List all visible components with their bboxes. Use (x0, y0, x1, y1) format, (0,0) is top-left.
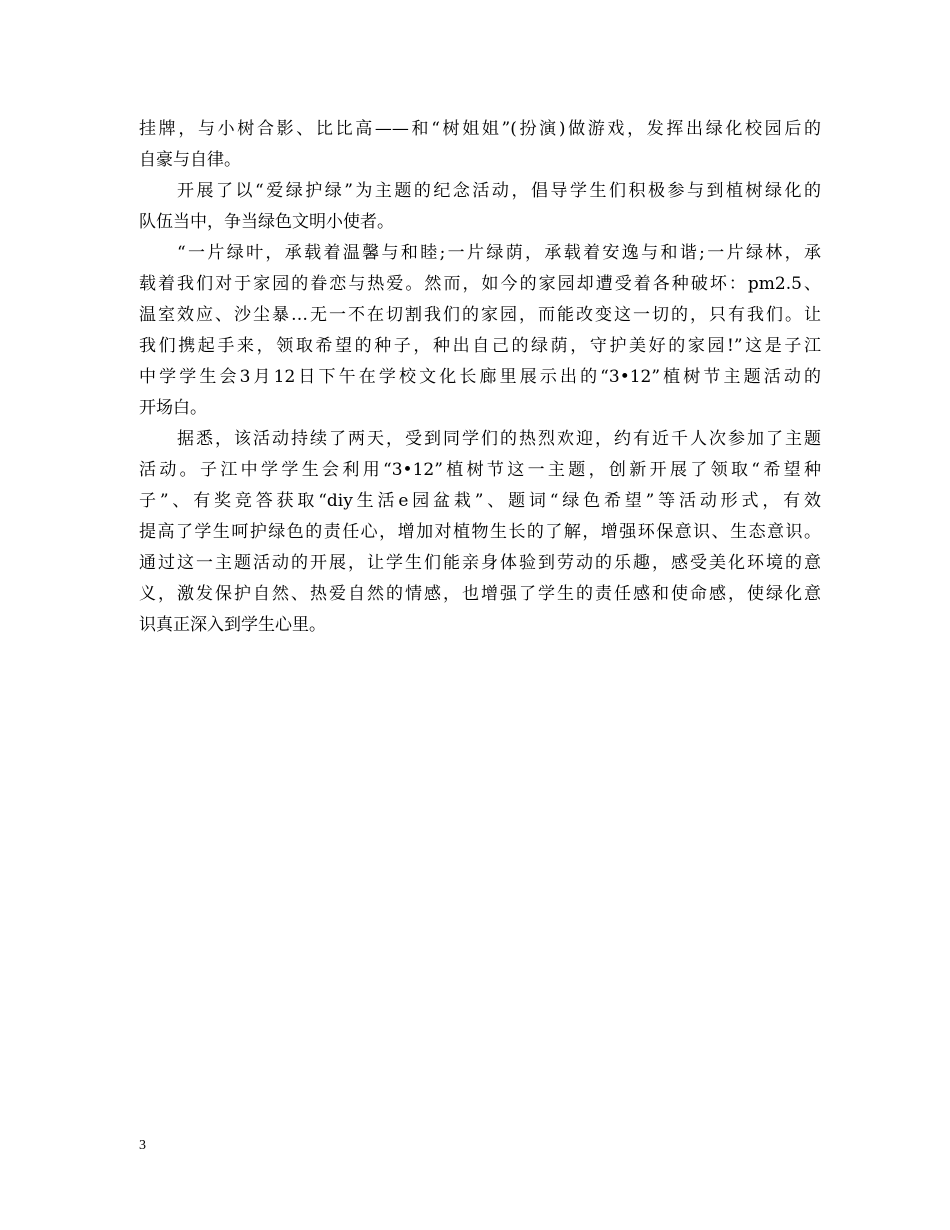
text-line: 挂牌，与小树合影、比比高——和“树姐姐”(扮演)做游戏，发挥出绿化校园后的 (139, 119, 821, 139)
text-line: 据悉，该活动持续了两天，受到同学们的热烈欢迎，约有近千人次参加了主题 (177, 429, 821, 449)
text-line: “一片绿叶，承载着温馨与和睦;一片绿荫，承载着安逸与和谐;一片绿林，承 (177, 243, 821, 263)
text-line: 载着我们对于家园的眷恋与热爱。然而，如今的家园却遭受着各种破坏：pm2.5、 (139, 274, 821, 294)
text-line: 中学学生会3月12日下午在学校文化长廊里展示出的“3•12”植树节主题活动的 (139, 367, 821, 387)
text-line: 队伍当中，争当绿色文明小使者。 (139, 212, 394, 232)
text-line: 通过这一主题活动的开展，让学生们能亲身体验到劳动的乐趣，感受美化环境的意 (139, 553, 821, 573)
text-line: 活动。子江中学学生会利用“3•12”植树节这一主题，创新开展了领取“希望种 (139, 460, 821, 480)
text-line: 提高了学生呵护绿色的责任心，增加对植物生长的了解，增强环保意识、生态意识。 (139, 522, 821, 542)
text-line: 识真正深入到学生心里。 (139, 615, 326, 635)
text-line: 开场白。 (139, 398, 207, 418)
text-line: 温室效应、沙尘暴…无一不在切割我们的家园，而能改变这一切的，只有我们。让 (139, 305, 821, 325)
page-number: 3 (139, 1138, 146, 1153)
text-line: 义，激发保护自然、热爱自然的情感，也增强了学生的责任感和使命感，使绿化意 (139, 584, 821, 604)
text-line: 我们携起手来，领取希望的种子，种出自己的绿荫，守护美好的家园!”这是子江 (139, 336, 821, 356)
text-line: 开展了以“爱绿护绿”为主题的纪念活动，倡导学生们积极参与到植树绿化的 (177, 181, 821, 201)
text-line: 自豪与自律。 (139, 150, 241, 170)
body-text (139, 114, 821, 641)
text-line: 子”、有奖竞答获取“diy生活e园盆栽”、题词“绿色希望”等活动形式，有效 (139, 491, 821, 511)
